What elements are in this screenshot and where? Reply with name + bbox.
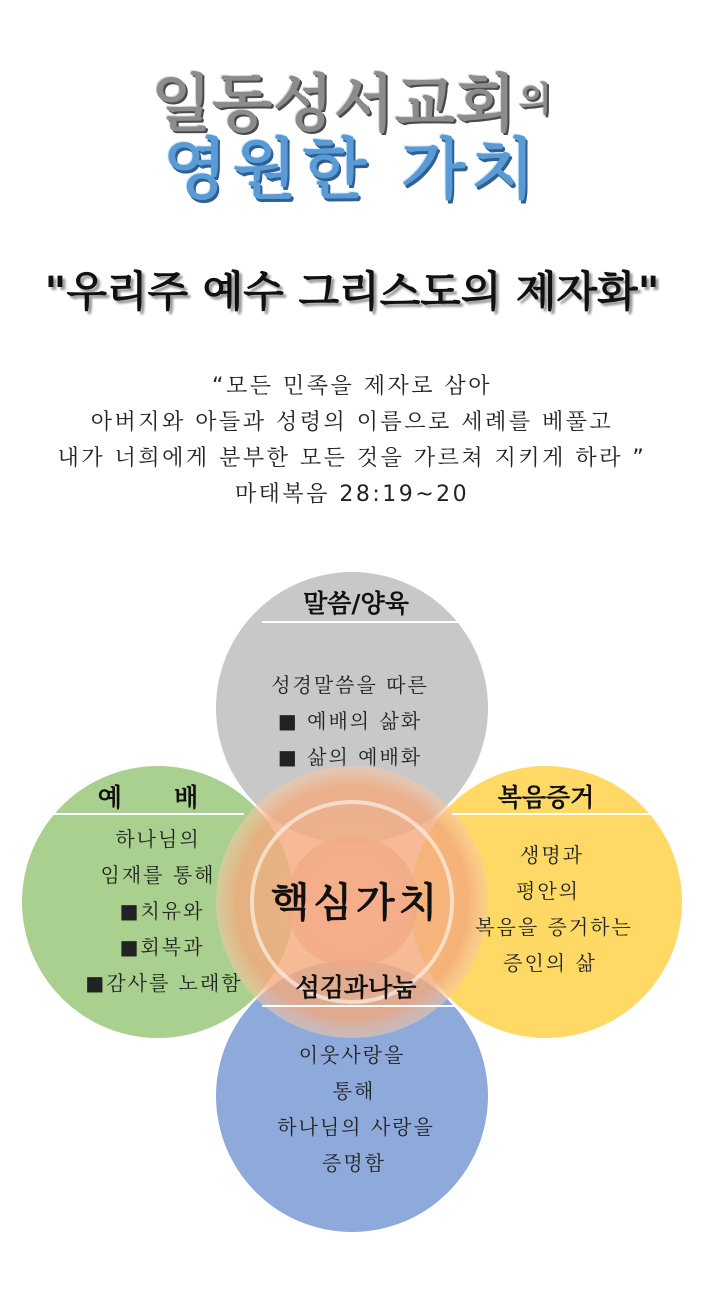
- worship-line: 하나님의: [115, 827, 201, 851]
- motto: "우리주 예수 그리스도의 제자화": [44, 267, 660, 316]
- gospel-line: 평안의: [516, 879, 580, 903]
- word-line: 성경말씀을 따른: [271, 673, 429, 697]
- word-line: ■ 삶의 예배화: [277, 745, 423, 769]
- gospel-line: 생명과: [520, 843, 584, 867]
- title-particle: 의: [518, 80, 553, 120]
- worship-line: ■감사를 노래함: [85, 971, 243, 995]
- core-value-label: 핵심가치: [270, 880, 442, 926]
- title-subtitle: 영원한 가치: [163, 131, 541, 208]
- word-line: ■ 예배의 삶화: [277, 709, 423, 733]
- label-service: 섬김과나눔: [295, 973, 417, 1002]
- bible-verse: [0, 372, 704, 510]
- service-line: 증명함: [322, 1151, 386, 1175]
- label-word: 말씀/양육: [303, 589, 409, 618]
- core-values-diagram: [0, 560, 704, 1260]
- worship-line: ■회복과: [119, 935, 205, 959]
- gospel-line: 복음을 증거하는: [475, 915, 633, 939]
- service-line: 하나님의 사랑을: [277, 1115, 435, 1139]
- church-name: 일동성서교회: [151, 67, 517, 140]
- worship-line: ■치유와: [119, 899, 205, 923]
- verse-line: “모든 민족을 제자로 삼아: [212, 374, 492, 399]
- service-line: 이웃사랑을: [298, 1043, 406, 1067]
- verse-reference: 마태복음 28:19~20: [234, 482, 470, 507]
- service-line: 통해: [332, 1079, 376, 1103]
- gospel-line: 증인의 삶: [503, 951, 597, 975]
- label-worship: 예 배: [97, 783, 199, 812]
- label-gospel: 복음증거: [497, 783, 595, 812]
- verse-line: 아버지와 아들과 성령의 이름으로 세례를 베풀고: [90, 410, 614, 435]
- verse-line: 내가 너희에게 분부한 모든 것을 가르쳐 지키게 하라 ”: [57, 446, 647, 471]
- worship-line: 임재를 통해: [100, 863, 216, 887]
